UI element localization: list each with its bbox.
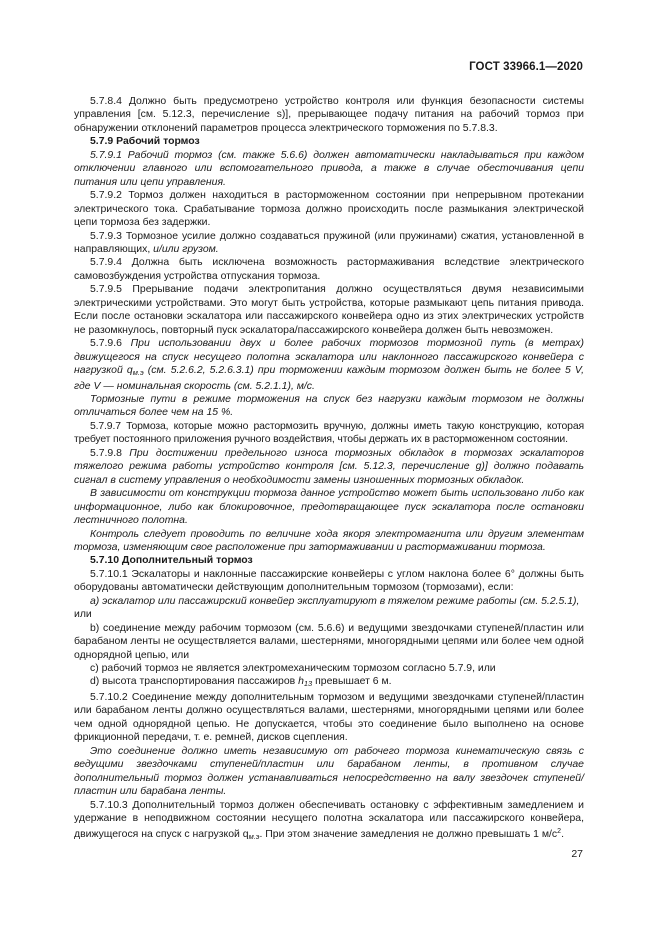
paragraph-5-7-9-6-number: 5.7.9.6 xyxy=(90,338,131,350)
section-heading-5-7-10: 5.7.10 Дополнительный тормоз xyxy=(90,555,253,567)
load-subscript-2: м.э xyxy=(248,832,260,842)
document-body xyxy=(74,95,584,844)
paragraph-5-7-9-2: 5.7.9.2 Тормоз должен находиться в расторможенном состоянии при непрерывном протекании электрического тока. Срабатывание тормоза должно происходить после размыкания электрической цепи тормоза без задержки. xyxy=(74,190,584,229)
paragraph-5-7-8-4: 5.7.8.4 Должно быть предусмотрено устройство контроля или функция безопасности системы управления [см. 5.12.3, перечисление s)], прерывающее подачу питания на рабочий тормоз при обнаружении отклонений параметров процесса электрического торможения по 5.7.8.3. xyxy=(74,96,584,134)
list-item-a: а) эскалатор или пассажирский конвейер эксплуатируют в тяжелом режиме работы (см. 5.2.5.1), xyxy=(90,595,580,607)
list-item-d xyxy=(74,675,584,690)
paragraph-5-7-9-1: 5.7.9.1 Рабочий тормоз (см. также 5.6.6) должен автоматически накладываться при каждом отключении главного или вспомогательного привода, а также в случае обесточивания цепи питания или цепи управления. xyxy=(74,149,584,188)
paragraph-control-method: Контроль следует проводить по величине хода якоря электромагнита или другим элементам тормоза, изменяющим свое расположение при затормаживании и растормаживании тормоза. xyxy=(74,528,584,553)
list-item-d-text: d) высота транспортирования пассажиров xyxy=(90,676,299,688)
paragraph-5-7-9-6 xyxy=(74,337,584,393)
list-item-d-text-end: превышает 6 м. xyxy=(312,676,392,688)
paragraph-5-7-9-7: 5.7.9.7 Тормоза, которые можно растормозить вручную, должны иметь такую конструкцию, которая требует постоянного приложения ручного воздействия, чтобы держать их в расторможенном состоянии. xyxy=(74,420,584,446)
list-or-connector: или xyxy=(74,609,92,621)
paragraph-5-7-10-3 xyxy=(74,799,584,844)
paragraph-kinematic-link: Это соединение должно иметь независимую от рабочего тормоза кинематическую связь с ведущими звездочками ступеней/пластин или барабаном ленты, в противном случае дополнительный тормоз должен устанавливаться непосредственно на валу звездочек ступеней/пластин или барабана ленты. xyxy=(74,745,584,798)
paragraph-device-usage: В зависимости от конструкции тормоза данное устройство может быть использовано либо как информационное, либо как блокировочное, предотвращающее пуск эскалатора после остановки лестничного полотна. xyxy=(74,488,584,527)
paragraph-5-7-9-8-number: 5.7.9.8 xyxy=(90,447,130,459)
paragraph-5-7-9-3-italic: и/или грузом. xyxy=(153,243,219,255)
list-item-c: c) рабочий тормоз не является электромеханическим тормозом согласно 5.7.9, или xyxy=(90,663,496,675)
list-item-b: b) соединение между рабочим тормозом (см. 5.6.6) и ведущими звездочками ступеней/пластин или барабаном ленты не осуществляется валами, шестернями, многорядными цепями или более чем одной однорядной цепью, или xyxy=(74,622,584,661)
paragraph-5-7-10-3-text-mid: . При этом значение замедления не должно превышать 1 м/с xyxy=(259,829,558,841)
section-heading-5-7-9: 5.7.9 Рабочий тормоз xyxy=(90,136,200,148)
paragraph-5-7-10-2: 5.7.10.2 Соединение между дополнительным тормозом и ведущими звездочками ступеней/пластин или барабаном ленты должно осуществляться валами, шестернями, многорядными цепями или более чем одной однорядной цепью. Не допускается, чтобы это соединение было выполнено на основе фрикционной передачи, т. е. ремней, дисков сцепления. xyxy=(74,691,584,744)
height-subscript: 13 xyxy=(303,679,313,689)
paragraph-5-7-9-6-text-end: (см. 5.2.6.2, 5.2.6.3.1) при торможении каждым тормозом должен быть не более 5 V, где V — номинальная скорость (см. 5.2.1.1), м/с. xyxy=(74,365,585,392)
page-number: 27 xyxy=(571,848,583,860)
paragraph-5-7-9-8-text: При достижении предельного износа тормозных обкладок в тормозах эскалаторов тяжелого режима работы устройство контроля [см. 5.12.3, перечисление g)] должно подавать сигнал в систему управления о необходимости замены изношенных тормозных обкладок. xyxy=(74,447,584,486)
height-symbol: h xyxy=(298,676,304,688)
standard-header: ГОСТ 33966.1—2020 xyxy=(469,61,583,73)
paragraph-5-7-9-4: 5.7.9.4 Должна быть исключена возможность растормаживания вследствие электрического самовозбуждения устройства отпускания тормоза. xyxy=(74,257,584,282)
load-subscript: м.э xyxy=(132,368,144,378)
paragraph-braking-paths: Тормозные пути в режиме торможения на спуск без нагрузки каждым тормозом не должны отличаться более чем на 15 %. xyxy=(74,393,584,419)
paragraph-5-7-9-5: 5.7.9.5 Прерывание подачи электропитания должно осуществляться двумя независимыми электрическими устройствами. Это могут быть устройства, которые размыкают цепь питания привода. Если после остановки эскалатора или пассажирского конвейера одно из этих электрических устройств не разомкнулось, повторный пуск эскалатора/пассажирского конвейера должен быть невозможен. xyxy=(74,284,584,336)
paragraph-5-7-9-3 xyxy=(74,230,584,257)
paragraph-5-7-9-8 xyxy=(74,447,584,487)
paragraph-5-7-10-3-text-end: . xyxy=(561,829,564,841)
paragraph-5-7-9-3-text: 5.7.9.3 Тормозное усилие должно создаваться пружиной (или пружинами) сжатия, установленной в направляющих, xyxy=(74,230,584,255)
paragraph-5-7-9-6-text: При использовании двух и более рабочих тормозов тормозной путь (в метрах) движущегося на спуск несущего полотна эскалатора или наклонного пассажирского конвейера с нагрузкой q xyxy=(74,338,584,377)
paragraph-5-7-10-3-text: 5.7.10.3 Дополнительный тормоз должен обеспечивать остановку с эффективным замедлением и удержание в неподвижном состоянии несущего полотна эскалатора или пассажирского конвейера, движущегося на спуск с нагрузкой q xyxy=(74,799,584,841)
paragraph-5-7-10-1: 5.7.10.1 Эскалаторы и наклонные пассажирские конвейеры с углом наклона более 6° должны быть оборудованы автоматически действующим дополнительным тормозом (тормозами), если: xyxy=(74,568,584,594)
unit-superscript: 2 xyxy=(557,828,562,836)
